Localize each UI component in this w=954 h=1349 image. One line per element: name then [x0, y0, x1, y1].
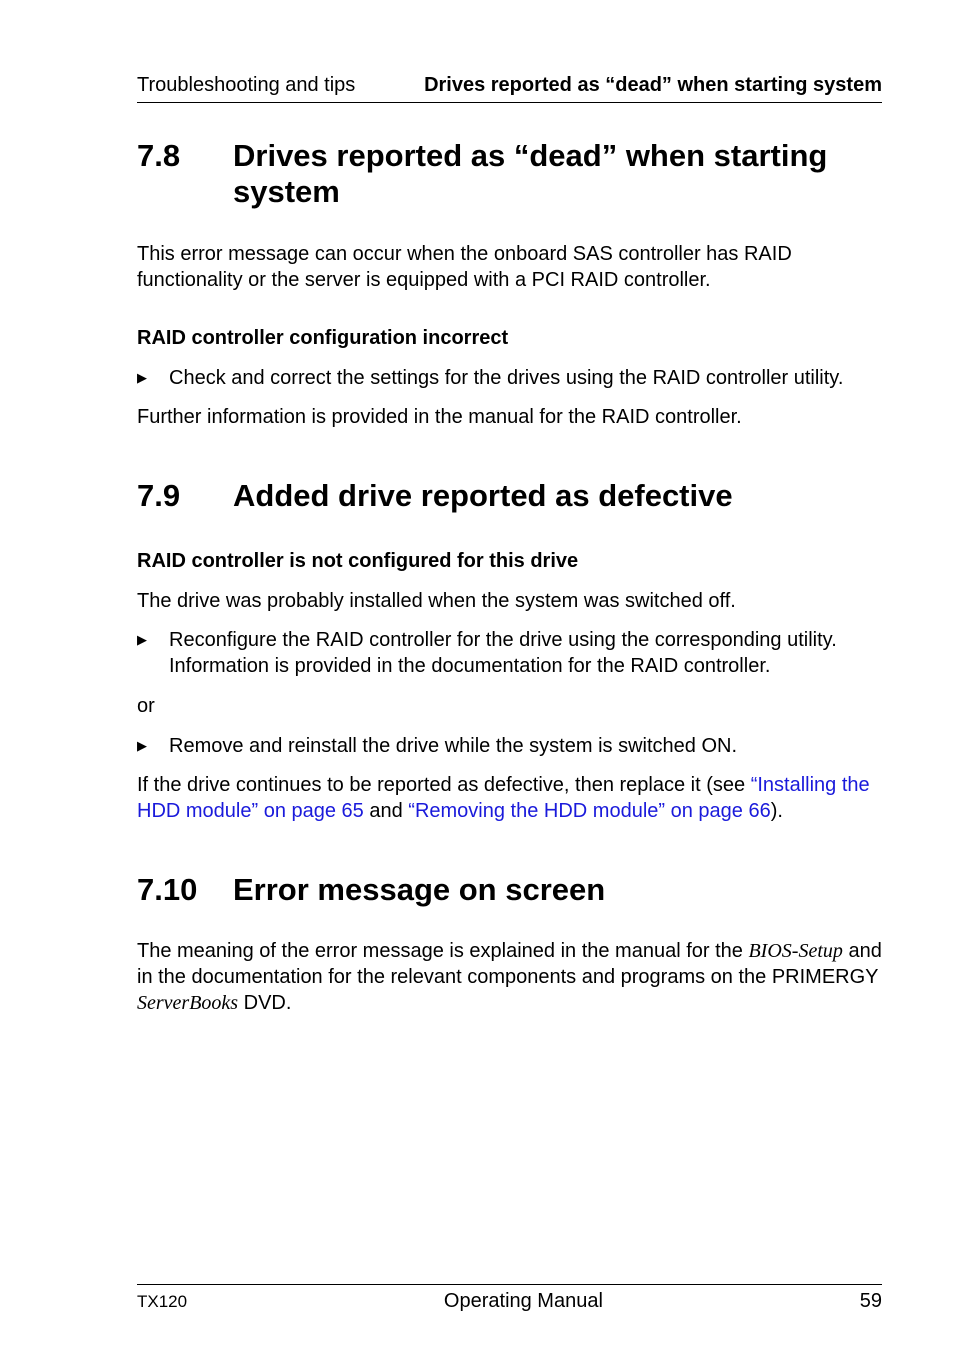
bullet-text: Remove and reinstall the drive while the system is switched ON.	[169, 735, 738, 757]
final-text-post: ).	[770, 800, 783, 822]
link-removing-hdd-module[interactable]: “Removing the HDD module” on page 66	[408, 800, 771, 822]
bullet-text: Reconfigure the RAID controller for the drive using the corresponding utility. Information is provided in the documentation for the RAID controller.	[169, 629, 837, 677]
section-7-9-bullet-2	[137, 733, 882, 759]
section-number: 7.10	[137, 872, 198, 907]
footer-manual: Operating Manual	[443, 1290, 603, 1312]
section-7-9-heading	[137, 478, 853, 514]
section-title: Error message on screen	[233, 872, 606, 907]
section-number: 7.9	[137, 478, 181, 513]
section-7-9-bullet-1	[137, 627, 882, 679]
section-7-9-text: The drive was probably installed when the system was switched off.	[137, 590, 736, 612]
bullet-text: Check and correct the settings for the drives using the RAID controller utility.	[169, 367, 844, 389]
triangle-right-icon: ▶	[137, 632, 147, 647]
section-7-9-final	[137, 772, 882, 824]
triangle-right-icon: ▶	[137, 738, 147, 753]
header-section: Drives reported as “dead” when starting system	[424, 74, 882, 96]
section-7-9-subheading: RAID controller is not configured for this drive	[137, 550, 579, 572]
link-installing-hdd-module[interactable]: “Installing the HDD module” on page 65	[137, 774, 870, 822]
document-page	[137, 0, 882, 1349]
section-title: Added drive reported as defective	[233, 478, 733, 513]
header-chapter: Troubleshooting and tips	[137, 74, 356, 96]
section-7-9-or: or	[137, 695, 155, 717]
text-part-1: The meaning of the error message is explained in the manual for the	[137, 940, 749, 962]
section-7-8-bullet	[137, 365, 882, 391]
bios-setup-term: BIOS-Setup	[748, 940, 843, 962]
section-7-10-heading	[137, 872, 853, 908]
section-7-8-subheading: RAID controller configuration incorrect	[137, 327, 509, 349]
text-part-3: DVD.	[238, 992, 292, 1014]
footer-page-number: 59	[859, 1290, 882, 1312]
section-7-8-note: Further information is provided in the manual for the RAID controller.	[137, 406, 742, 428]
serverbooks-term: ServerBooks	[137, 992, 239, 1014]
triangle-right-icon: ▶	[137, 370, 147, 385]
footer-model: TX120	[137, 1292, 188, 1311]
page-footer	[137, 1284, 882, 1315]
section-number: 7.8	[137, 138, 181, 173]
section-7-10-text	[137, 938, 882, 1016]
final-text-pre: If the drive continues to be reported as defective, then replace it (see	[137, 774, 751, 796]
section-7-8-heading	[137, 138, 853, 210]
final-text-mid: and	[363, 800, 409, 822]
section-7-8-intro: This error message can occur when the onboard SAS controller has RAID functionality or the server is equipped with a PCI RAID controller.	[137, 243, 792, 291]
running-header	[137, 72, 882, 103]
section-title: Drives reported as “dead” when starting system	[233, 138, 828, 209]
text-part-2: and in the documentation for the relevant components and programs on the PRIMERGY	[137, 940, 882, 988]
